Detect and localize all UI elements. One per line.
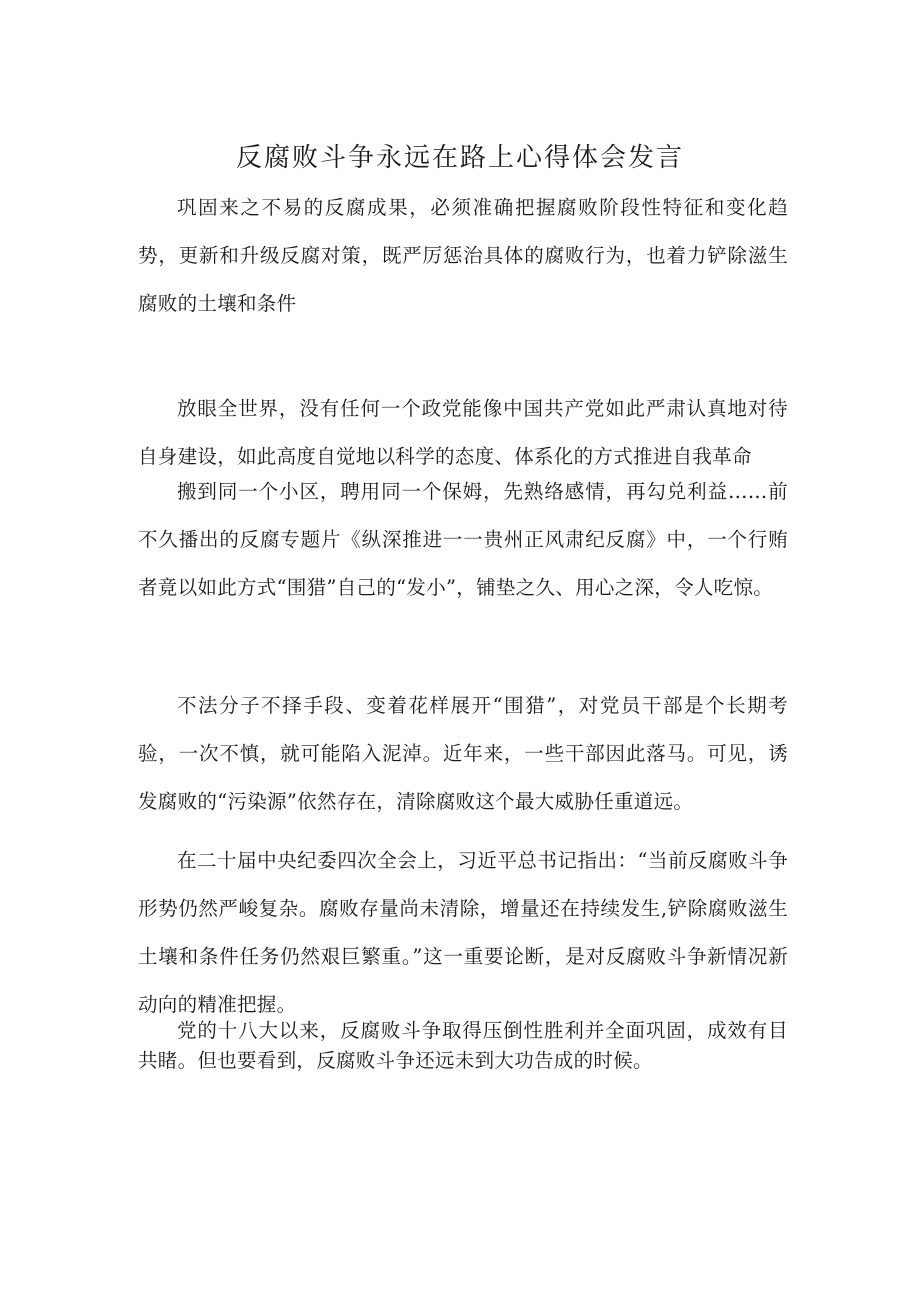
paragraph-5: 在二十届中央纪委四次全会上，习近平总书记指出：“当前反腐败斗争形势仍然严峻复杂。腐败存量尚未清除，增量还在持续发生,铲除腐败滋生土壤和条件任务仍然艰巨繁重。”这一重要论断，是对反腐败斗争新情况新动向的精准把握。 <box>138 849 788 1016</box>
paragraph-1: 巩固来之不易的反腐成果，必须准确把握腐败阶段性特征和变化趋势，更新和升级反腐对策，既严厉惩治具体的腐败行为，也着力铲除滋生腐败的土壤和条件 <box>138 196 788 315</box>
paragraph-3: 搬到同一个小区，聘用同一个保姆，先熟络感情，再勾兑利益……前不久播出的反腐专题片《纵深推进一一贵州正风肃纪反腐》中，一个行贿者竟以如此方式“围猎”自己的“发小”，铺垫之久、用心之深，令人吃惊。 <box>138 480 788 599</box>
document-title: 反腐败斗争永远在路上心得体会发言 <box>235 143 684 173</box>
paragraph-4: 不法分子不择手段、变着花样展开“围猎”，对党员干部是个长期考验，一次不慎，就可能陷入泥淖。近年来，一些干部因此落马。可见，诱发腐败的“污染源”依然存在，清除腐败这个最大威胁任重道远。 <box>138 694 788 813</box>
paragraph-6: 党的十八大以来，反腐败斗争取得压倒性胜利并全面巩固，成效有目共睹。但也要看到，反腐败斗争还远未到大功告成的时候。 <box>138 1019 788 1072</box>
paragraph-2: 放眼全世界，没有任何一个政党能像中国共产党如此严肃认真地对待自身建设，如此高度自觉地以科学的态度、体系化的方式推进自我革命 <box>138 397 788 468</box>
